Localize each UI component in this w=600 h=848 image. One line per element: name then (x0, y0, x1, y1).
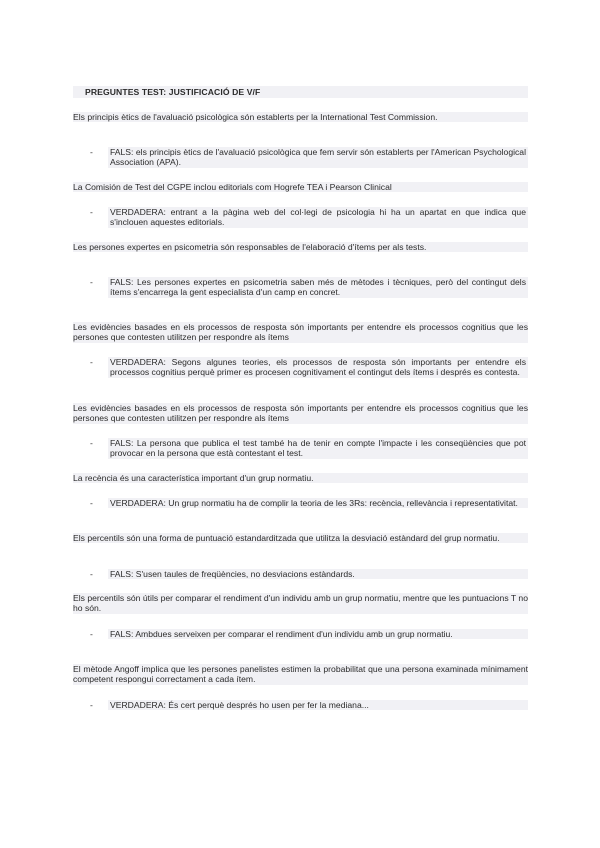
answer-item (90, 498, 528, 508)
list-dash: - (90, 498, 93, 508)
list-dash: - (90, 277, 93, 287)
question-statement: La recència és una característica important d'un grup normatiu. (73, 473, 528, 483)
answer-item (90, 357, 528, 378)
answer-item (90, 277, 528, 298)
page-title: PREGUNTES TEST: JUSTIFICACIÓ DE V/F (73, 86, 528, 98)
answer-text: VERDADERA: És cert perquè després ho usen per fer la mediana... (108, 700, 528, 710)
list-dash: - (90, 438, 93, 448)
question-statement: Les evidències basades en els processos de resposta són importants per entendre els processos cognitius que les persones que contesten utilitzen per respondre als ítems (73, 322, 528, 343)
list-dash: - (90, 569, 93, 579)
answer-item (90, 438, 528, 459)
list-dash: - (90, 147, 93, 157)
list-dash: - (90, 629, 93, 639)
answer-text: FALS: els principis ètics de l'avaluació psicològica que fem servir són establerts per l'American Psychological Association (APA). (110, 147, 526, 168)
question-statement: Els percentils són útils per comparar el rendiment d'un individu amb un grup normatiu, mentre que les puntuacions T no ho són. (73, 593, 528, 614)
answer-text: VERDADERA: Un grup normatiu ha de complir la teoria de les 3Rs: recència, rellevància i representativitat. (108, 498, 528, 508)
answer-text: FALS: La persona que publica el test també ha de tenir en compte l'impacte i les conseqüències que pot provocar en la persona que està contestant el test. (110, 438, 526, 459)
answer-item (90, 147, 528, 168)
answer-text: FALS: S'usen taules de freqüències, no desviacions estàndards. (108, 569, 528, 579)
answer-item (90, 629, 528, 639)
question-statement: Els principis ètics de l'avaluació psicològica són establerts per la International Test Commission. (73, 112, 528, 122)
answer-text: FALS: Les persones expertes en psicometria saben més de mètodes i tècniques, però del contingut dels ítems s'encarrega la gent especialista d'un camp en concret. (110, 277, 526, 298)
answer-text: VERDADERA: entrant a la pàgina web del col·legi de psicologia hi ha un apartat en que indica que s'inclouen aquestes editorials. (110, 207, 526, 228)
answer-item (90, 569, 528, 579)
question-statement: La Comisión de Test del CGPE inclou editorials com Hogrefe TEA i Pearson Clinical (73, 182, 528, 192)
list-dash: - (90, 207, 93, 217)
answer-text: FALS: Ambdues serveixen per comparar el rendiment d'un individu amb un grup normatiu. (108, 629, 528, 639)
list-dash: - (90, 700, 93, 710)
question-statement: Les evidències basades en els processos de resposta són importants per entendre els processos cognitius que les persones que contesten utilitzen per respondre als ítems (73, 403, 528, 424)
answer-text: VERDADERA: Segons algunes teories, els processos de resposta són importants per entendre els processos cognitius perquè primer es procesen cognitivament el contingut dels ítems i després es contesta. (110, 357, 526, 378)
question-statement: El mètode Angoff implica que les persones panelistes estimen la probabilitat que una persona examinada mínimament competent respongui correctament a cada ítem. (73, 664, 528, 685)
list-dash: - (90, 357, 93, 367)
answer-item (90, 700, 528, 710)
question-statement: Els percentils són una forma de puntuació estandarditzada que utilitza la desviació estàndard del grup normatiu. (73, 533, 528, 543)
answer-item (90, 207, 528, 228)
question-statement: Les persones expertes en psicometria són responsables de l'elaboració d'ítems per als tests. (73, 242, 528, 252)
